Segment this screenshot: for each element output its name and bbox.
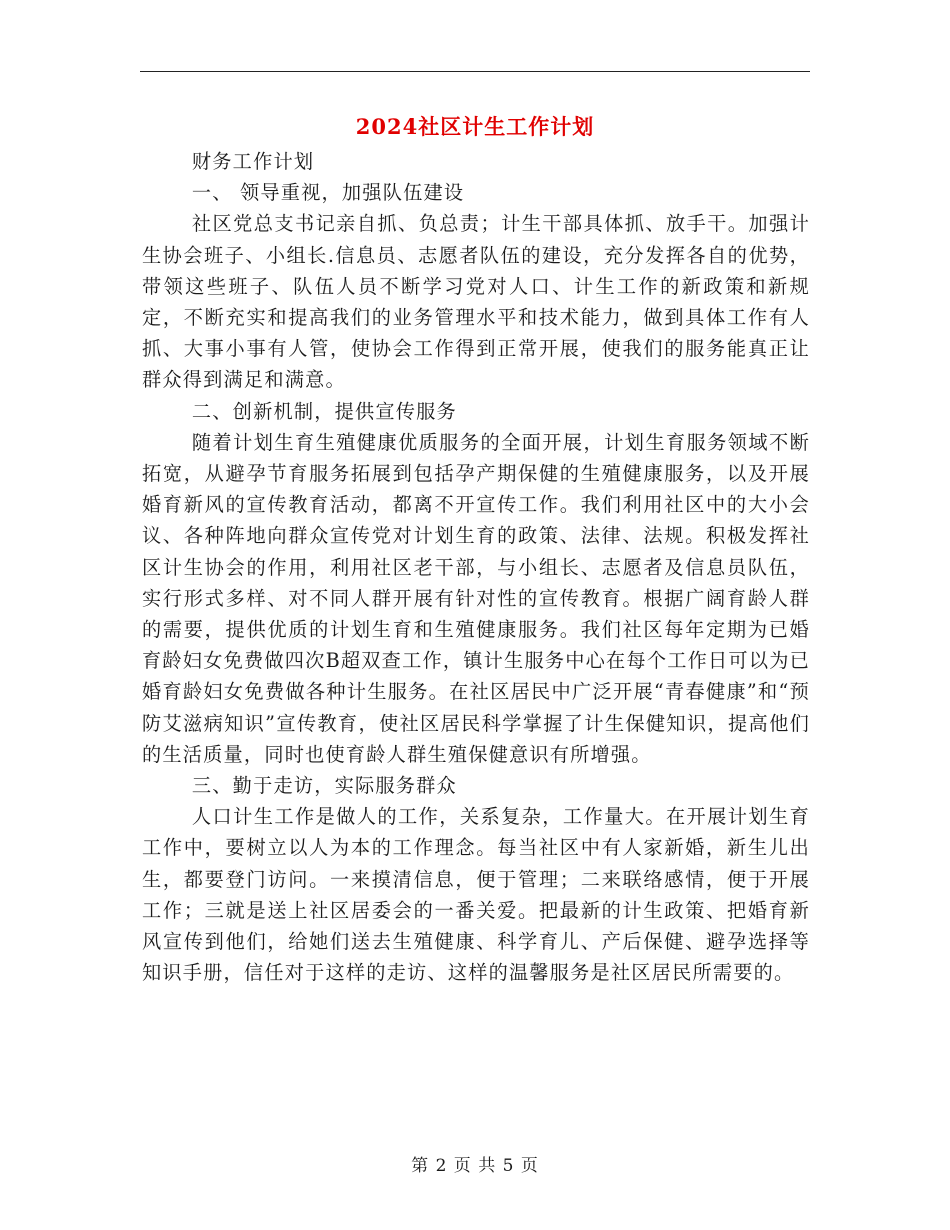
document-title: 2024社区计生工作计划 (355, 114, 595, 139)
heading-2-innovation: 二、创新机制，提供宣传服务 (191, 399, 457, 423)
heading-1-leadership: 一、 领导重视，加强队伍建设 (191, 181, 465, 205)
document-body (142, 146, 810, 988)
paragraph-visits: 人口计生工作是做人的工作，关系复杂，工作量大。在开展计划生育工作中，要树立以人为本的工作理念。每当社区中有人家新婚，新生儿出生，都要登门访问。一来摸清信息，便于管理；二来联络感情，便于开展工作；三就是送上社区居委会的一番关爱。把最新的计生政策、把婚育新风宣传到他们，给她们送去生殖健康、科学育儿、产后保健、避孕选择等知识手册，信任对于这样的走访、这样的温馨服务是社区居民所需要的。 (142, 805, 810, 985)
header-rule (140, 71, 810, 72)
heading-3-visits: 三、勤于走访，实际服务群众 (191, 774, 457, 798)
paragraph-section-heading: 财务工作计划 (191, 150, 315, 173)
page-number: 第 2 页 共 5 页 (411, 1156, 539, 1176)
paragraph-innovation: 随着计划生育生殖健康优质服务的全面开展，计划生育服务领域不断拓宽，从避孕节育服务拓展到包括孕产期保健的生殖健康服务，以及开展婚育新风的宣传教育活动，都离不开宣传工作。我们利用社区中的大小会议、各种阵地向群众宣传党对计划生育的政策、法律、法规。积极发挥社区计生协会的作用，利用社区老干部，与小组长、志愿者及信息员队伍，实行形式多样、对不同人群开展有针对性的宣传教育。根据广阔育龄人群的需要，提供优质的计划生育和生殖健康服务。我们社区每年定期为已婚育龄妇女免费做四次B超双查工作，镇计生服务中心在每个工作日可以为已婚育龄妇女免费做各种计生服务。在社区居民中广泛开展“青春健康”和“预防艾滋病知识”宣传教育，使社区居民科学掌握了计生保健知识，提高他们的生活质量，同时也使育龄人群生殖保健意识有所增强。 (142, 430, 810, 766)
paragraph-leadership: 社区党总支书记亲自抓、负总责；计生干部具体抓、放手干。加强计生协会班子、小组长.信息员、志愿者队伍的建设，充分发挥各自的优势，带领这些班子、队伍人员不断学习党对人口、计生工作的新政策和新规定，不断充实和提高我们的业务管理水平和技术能力，做到具体工作有人抓、大事小事有人管，使协会工作得到正常开展，使我们的服务能真正让群众得到满足和满意。 (142, 212, 810, 392)
